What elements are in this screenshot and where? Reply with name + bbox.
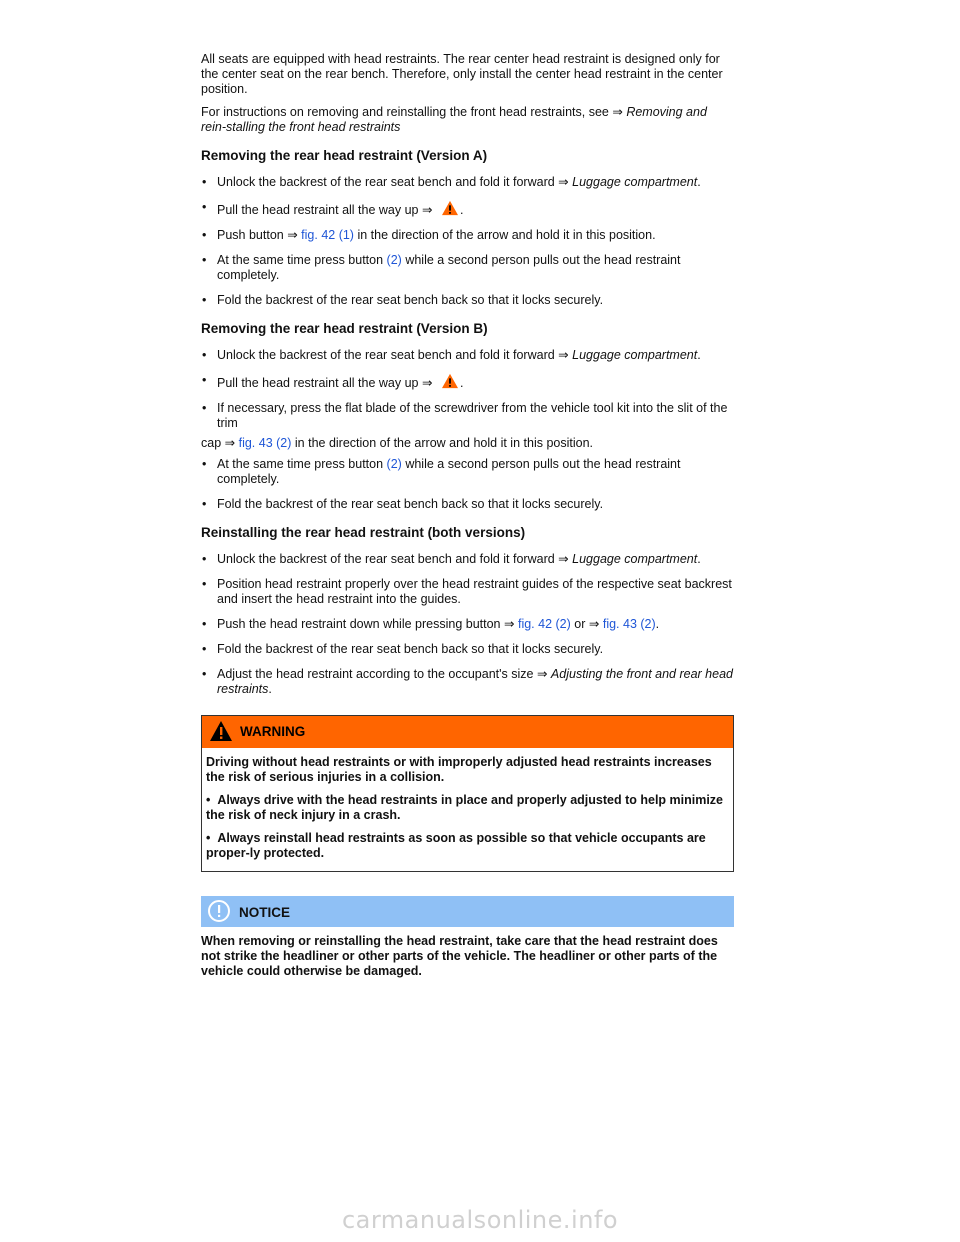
list-item: • If necessary, press the flat blade of the screwdriver from the vehicle tool kit into the slit of the trim [202,401,728,430]
link-button-2[interactable]: (2) [386,253,402,267]
link-fig-42-2[interactable]: fig. 42 (2) [517,617,571,631]
list-item: • Unlock the backrest of the rear seat bench and fold it forward ⇒ Luggage compartment. [202,175,701,189]
warning-triangle-icon [209,720,233,742]
link-fig-42-1[interactable]: fig. 42 (1) [301,228,354,242]
link-fig-43-2[interactable]: fig. 43 (2) [602,617,656,631]
warning-item: • Always reinstall head restraints as soon as possible so that vehicle occupants are proper-ly protected. [206,831,706,860]
list-item: • Pull the head restraint all the way up ⇒ . [202,373,464,390]
list-item: • Unlock the backrest of the rear seat bench and fold it forward ⇒ Luggage compartment. [202,552,701,566]
warning-box [201,715,734,872]
notice-text: When removing or reinstalling the head restraint, take care that the head restraint does not strike the headliner or other parts of the vehicle. The headliner or other parts of the vehicle could otherwise be damaged. [201,934,718,978]
warning-body: Driving without head restraints or with improperly adjusted head restraints increases the risk of serious injuries in a collision. • Always drive with the head restraints in place and properly adjusted to help minimize the risk of neck injury in a crash. • Always reinstall head restraints as soon as possible so that vehicle occupants are proper-ly protected. [202,748,733,871]
list-item: • At the same time press button (2) while a second person pulls out the head restraint completely. [202,253,681,282]
link-button-2[interactable]: (2) [386,457,402,471]
heading-version-a: Removing the rear head restraint (Version A) [201,148,488,163]
warning-header [202,716,733,748]
watermark: carmanualsonline.info [341,1206,619,1234]
link-luggage-compartment[interactable]: Luggage compartment [572,348,698,362]
warning-triangle-icon[interactable] [440,373,460,389]
notice-title: NOTICE [239,905,291,920]
list-item: • Fold the backrest of the rear seat bench back so that it locks securely. [202,642,604,656]
list-item-continuation: cap ⇒ fig. 43 (2) in the direction of the arrow and hold it in this position. [201,436,593,450]
list-item: • Fold the backrest of the rear seat bench back so that it locks securely. [202,497,604,511]
list-item: • Push button ⇒ fig. 42 (1) in the direction of the arrow and hold it in this position. [202,228,656,242]
intro-reference: For instructions on removing and reinstalling the front head restraints, see ⇒ Removing and rein-stalling the front head restraints [201,105,707,134]
warning-title: WARNING [240,724,306,739]
link-adjusting-head-restraints[interactable]: Adjusting the front and rear head restraints [217,667,733,696]
link-fig-43-2[interactable]: fig. 43 (2) [238,436,292,450]
link-removing-front-restraints[interactable]: Removing and rein-stalling the front head restraints [201,105,707,134]
exclamation-circle-icon [207,899,231,923]
list-item: • At the same time press button (2) while a second person pulls out the head restraint completely. [202,457,681,486]
heading-reinstalling: Reinstalling the rear head restraint (both versions) [201,525,526,540]
link-luggage-compartment[interactable]: Luggage compartment [572,175,698,189]
list-item: • Position head restraint properly over the head restraint guides of the respective seat backrest and insert the head restraint into the guides. [202,577,732,606]
list-item: • Pull the head restraint all the way up ⇒ . [202,200,464,217]
notice-header [201,896,734,927]
list-item: • Unlock the backrest of the rear seat bench and fold it forward ⇒ Luggage compartment. [202,348,701,362]
warning-item: • Always drive with the head restraints in place and properly adjusted to help minimize the risk of neck injury in a crash. [206,793,724,822]
list-item: • Push the head restraint down while pressing button ⇒ fig. 42 (2) or ⇒ fig. 43 (2). [202,617,660,631]
list-item: • Adjust the head restraint according to the occupant's size ⇒ Adjusting the front and rear head restraints. [202,667,733,696]
heading-version-b: Removing the rear head restraint (Version B) [201,321,488,336]
intro-paragraph: All seats are equipped with head restraints. The rear center head restraint is designed only for the center seat on the rear bench. Therefore, only install the center head restraint in the center position. [201,52,723,96]
list-item: • Fold the backrest of the rear seat bench back so that it locks securely. [202,293,604,307]
document-page [201,52,734,987]
link-luggage-compartment[interactable]: Luggage compartment [572,552,698,566]
warning-triangle-icon[interactable] [440,200,460,216]
